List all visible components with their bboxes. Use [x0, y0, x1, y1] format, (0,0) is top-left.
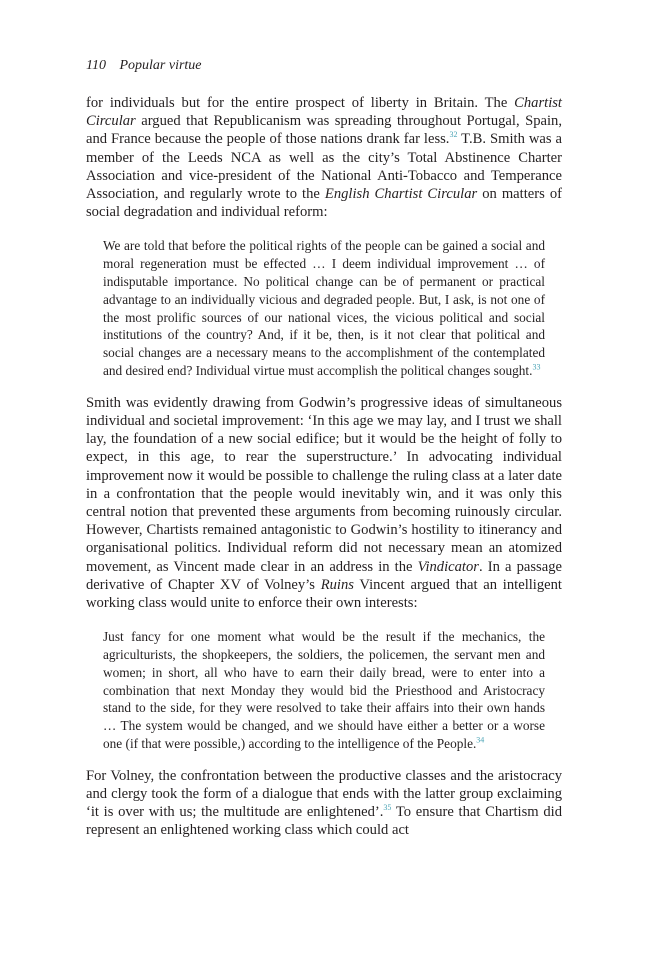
paragraph-1	[86, 94, 562, 221]
quote1-text: We are told that before the political rights of the people can be gained a social and moral regeneration must be effected … I deem individual improvement … of indisputable importance. No political change can be of permanent or practical advantage to an individually vicious and degraded people. But, I ask, is not one of the most prolific sources of our national vices, the vicious political and social institutions of the country? And, if it be, then, is it not clear that political and social changes are a necessary means to the accomplishment of the contemplated and desired end? Individual virtue must accomplish the political changes sought.	[103, 238, 545, 378]
para2-text-3: Vincent argued that an intelligent working class would unite to enforce their own interests:	[86, 576, 562, 612]
paragraph-2	[86, 394, 562, 612]
para1-italic-2: English Chartist Circular	[324, 186, 478, 203]
para2-text-1: Smith was evidently drawing from Godwin’s progressive ideas of simultaneous individual and societal improvement: ‘In this age we may lay, and I trust we shall lay, the foundation of a new social edifice; but it would be the height of folly to expect, in this age, to rear the superstructure.’ In advocating individual improvement now it would be possible to challenge the ruling class at a later date in a confrontation that the people would inevitably win, and it was only this central notion that prevented these arguments from becoming ruinously circular. However, Chartists remained antagonistic to Godwin’s hostility to itinerancy and organisational politics. Individual reform did not necessary mean an atomized movement, as Vincent made clear in an address in the	[86, 394, 562, 575]
block-quote-2	[103, 628, 545, 753]
para1-italic-1: Chartist Circular	[86, 95, 562, 130]
para1-text-4: on matters of social degradation and individual reform:	[86, 186, 562, 221]
page-number: 110	[86, 58, 106, 73]
footnote-ref-35[interactable]: 35	[383, 803, 392, 813]
running-head	[86, 56, 562, 78]
footnote-ref-34[interactable]: 34	[476, 735, 485, 745]
footnote-ref-33[interactable]: 33	[532, 362, 541, 372]
footnote-ref-32[interactable]: 32	[449, 130, 458, 140]
para1-text-1: for individuals but for the entire prospect of liberty in Britain. The	[86, 95, 515, 111]
para3-text-1: For Volney, the confrontation between the productive classes and the aristocracy and clergy took the form of a dialogue that ends with the latter group exclaiming ‘it is over with us; the multitude are enlightened’.	[86, 767, 562, 821]
para1-text-3: T.B. Smith was a member of the Leeds NCA as well as the city’s Total Abstinence Charter Association and vice-president of the National Anti-Tobacco and Temperance Association, and regularly wrote to the	[86, 131, 562, 203]
para1-text-2: argued that Republicanism was spreading throughout Portugal, Spain, and France because the people of those nations drank far less.	[86, 113, 562, 148]
para2-text-2: . In a passage derivative of Chapter XV of Volney’s	[86, 558, 562, 593]
quote2-text: Just fancy for one moment what would be the result if the mechanics, the agriculturists, the shopkeepers, the soldiers, the policemen, the servant men and women; in short, all who have to earn their daily bread, were to enter into a combination that next Monday they would bid the Priesthood and Aristocracy stand to the side, for they were resolved to take their affairs into their own hands … The system would be changed, and we should have either a better or a worse one (if that were possible,) according to the intelligence of the People.	[103, 629, 545, 752]
block-quote-1	[103, 237, 545, 379]
running-title: Popular virtue	[119, 58, 202, 73]
para2-italic-2: Ruins	[320, 576, 354, 593]
paragraph-3	[86, 767, 562, 840]
para2-italic-1: Vindicator	[417, 558, 479, 575]
book-page	[86, 56, 562, 840]
para3-text-2: To ensure that Chartism did represent an enlightened working class which could act	[86, 804, 562, 839]
